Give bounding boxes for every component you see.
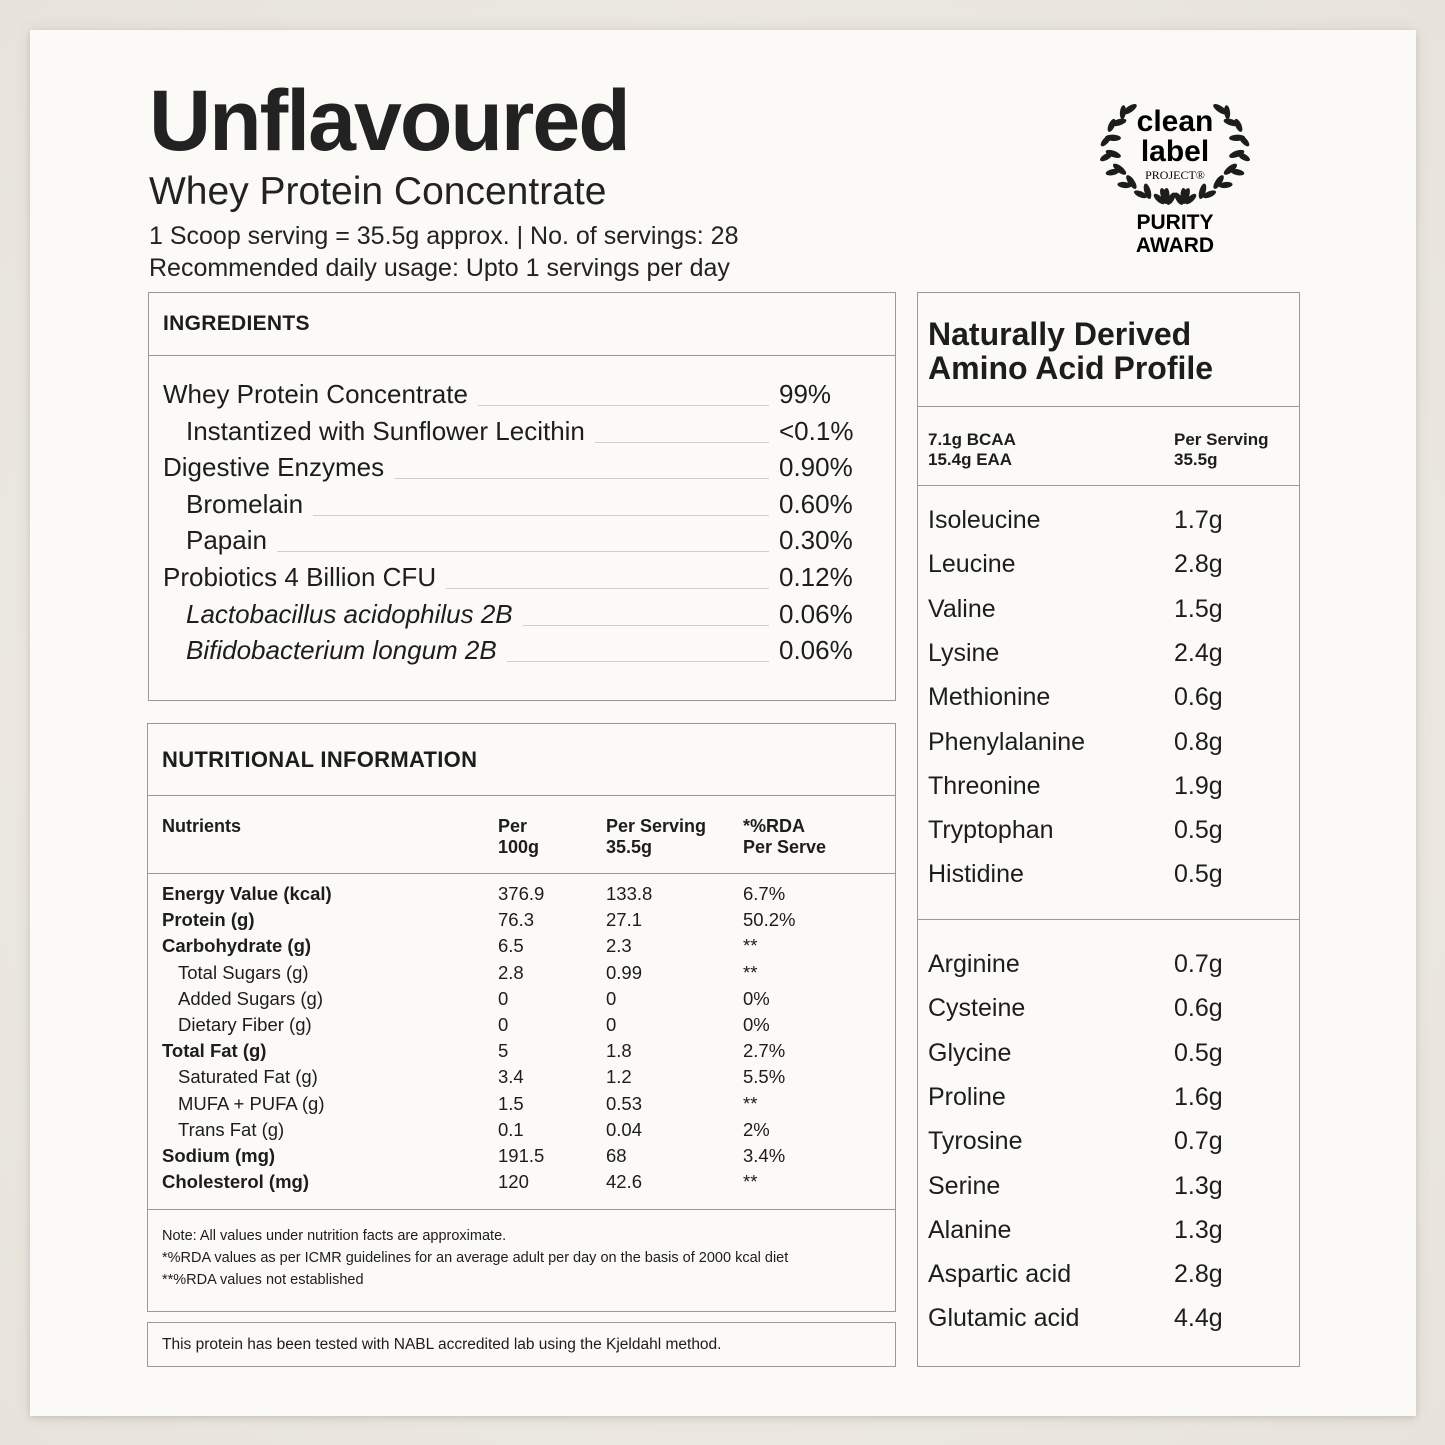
amino-acid-row (918, 546, 1301, 582)
nutrition-row (148, 1038, 897, 1064)
nutrition-panel (147, 723, 896, 1312)
amino-acid-value: 1.9g (1174, 771, 1223, 800)
value-per-100g: 76.3 (498, 909, 535, 931)
leader-line (478, 405, 769, 406)
nutrition-row (148, 1012, 897, 1038)
amino-acid-row (918, 1300, 1301, 1336)
amino-acid-value: 2.8g (1174, 550, 1223, 579)
ingredient-row (149, 599, 897, 635)
amino-acid-row (918, 1035, 1301, 1071)
amino-acid-value: 0.7g (1174, 950, 1223, 978)
nutrition-row (148, 1117, 897, 1143)
product-subtitle: Whey Protein Concentrate (149, 170, 607, 213)
value-per-100g: 191.5 (498, 1145, 545, 1166)
amino-acid-row (918, 990, 1301, 1026)
amino-acid-value: 0.5g (1174, 860, 1223, 889)
ingredient-percent: 0.06% (779, 635, 853, 666)
value-per-serving: 1.8 (606, 1040, 632, 1062)
amino-acid-value: 1.7g (1174, 506, 1223, 534)
ingredient-row (149, 489, 897, 525)
nutrition-row (148, 1169, 897, 1195)
leader-line (446, 588, 769, 589)
amino-acid-name: Alanine (928, 1215, 1012, 1244)
amino-acid-value: 1.5g (1174, 594, 1223, 623)
value-per-100g: 3.4 (498, 1066, 524, 1088)
amino-acid-row (918, 768, 1301, 804)
ingredient-row (149, 416, 897, 452)
amino-acid-row (918, 946, 1301, 982)
amino-acid-name: Glutamic acid (928, 1304, 1080, 1333)
amino-acid-row (918, 502, 1301, 538)
divider (918, 919, 1299, 920)
amino-acid-row (918, 1256, 1301, 1292)
col-per-100g: Per 100g (498, 816, 540, 857)
ingredient-name: Digestive Enzymes (163, 452, 394, 483)
ingredients-panel (148, 292, 896, 701)
ingredient-percent: 99% (779, 379, 832, 409)
value-rda: ** (743, 961, 758, 983)
ingredient-percent: 0.60% (779, 488, 853, 519)
amino-acid-name: Isoleucine (928, 506, 1041, 534)
amino-acid-name: Cysteine (928, 994, 1026, 1023)
amino-acid-row (918, 635, 1301, 671)
ingredient-name: Instantized with Sunflower Lecithin (186, 416, 595, 447)
per-serving-label: Per Serving 35.5g (1174, 430, 1269, 469)
serving-info: 1 Scoop serving = 35.5g approx. | No. of servings: 28 (149, 222, 739, 250)
ingredient-row (149, 452, 897, 488)
amino-acid-row (918, 1212, 1301, 1248)
nutrient-name: Protein (g) (162, 909, 255, 931)
value-rda: 2% (743, 1118, 770, 1140)
value-per-100g: 5 (498, 1040, 509, 1062)
nutrition-row (148, 1064, 897, 1090)
value-per-serving: 68 (606, 1145, 627, 1166)
amino-acid-panel (917, 292, 1300, 1367)
ingredient-percent: 0.12% (779, 562, 853, 592)
nabl-note-box (147, 1322, 896, 1367)
nutrient-name: Cholesterol (mg) (162, 1171, 309, 1193)
value-rda: 5.5% (743, 1066, 786, 1088)
amino-acid-value: 4.4g (1174, 1304, 1223, 1333)
value-per-100g: 376.9 (498, 883, 545, 904)
value-per-serving: 42.6 (606, 1171, 643, 1193)
note-rda-not-established: **%RDA values not established (162, 1272, 364, 1288)
ingredient-name: Papain (186, 525, 277, 556)
ingredient-row (149, 525, 897, 561)
value-per-100g: 0 (498, 987, 509, 1009)
ingredient-percent: <0.1% (779, 415, 854, 446)
amino-acid-name: Serine (928, 1171, 1001, 1200)
amino-acid-value: 0.8g (1174, 727, 1223, 756)
leader-line (313, 515, 769, 516)
ingredient-name: Bromelain (186, 489, 313, 520)
nutrition-row (148, 1143, 897, 1169)
ingredient-name: Probiotics 4 Billion CFU (163, 562, 446, 593)
col-nutrients: Nutrients (162, 816, 242, 836)
leader-line (507, 661, 769, 662)
nutrient-name: Total Sugars (g) (178, 961, 309, 983)
value-per-serving: 27.1 (606, 909, 643, 931)
value-rda: 6.7% (743, 883, 786, 904)
amino-acid-value: 1.3g (1174, 1215, 1223, 1244)
nutrition-label-card (30, 30, 1416, 1416)
value-rda: 0% (743, 987, 770, 1009)
badge-clean-text: clean (1136, 105, 1214, 138)
nutrient-name: Total Fat (g) (162, 1040, 267, 1062)
nutrition-row (148, 933, 897, 959)
amino-acid-row (918, 812, 1301, 848)
leader-line (277, 551, 769, 552)
ingredient-name: Lactobacillus acidophilus 2B (186, 599, 523, 630)
nabl-note: This protein has been tested with NABL accredited lab using the Kjeldahl method. (162, 1336, 722, 1353)
nutrition-row (148, 881, 897, 907)
value-per-100g: 2.8 (498, 961, 524, 983)
col-per-serving: Per Serving 35.5g (606, 816, 707, 857)
amino-acid-name: Valine (928, 594, 996, 623)
divider (149, 355, 895, 356)
amino-acid-row (918, 724, 1301, 760)
bcaa-eaa-label: 7.1g BCAA 15.4g EAA (928, 430, 1016, 469)
amino-acid-value: 0.5g (1174, 816, 1223, 845)
value-per-100g: 120 (498, 1171, 529, 1193)
nutrient-name: Added Sugars (g) (178, 987, 324, 1009)
value-per-serving: 1.2 (606, 1066, 632, 1088)
nutrient-name: Trans Fat (g) (178, 1118, 285, 1140)
nutrient-name: Carbohydrate (g) (162, 935, 312, 957)
ingredient-name: Whey Protein Concentrate (163, 379, 478, 410)
value-rda: 0% (743, 1014, 770, 1035)
amino-acid-row (918, 1168, 1301, 1204)
ingredients-heading: INGREDIENTS (163, 312, 310, 335)
value-per-100g: 0.1 (498, 1118, 524, 1140)
nutrient-name: Energy Value (kcal) (162, 883, 332, 904)
leader-line (595, 442, 769, 443)
value-rda: 2.7% (743, 1040, 786, 1062)
amino-acid-value: 1.6g (1174, 1082, 1223, 1111)
note-rda: *%RDA values as per ICMR guidelines for an average adult per day on the basis of 2000 kcal diet (162, 1250, 789, 1266)
value-rda: ** (743, 1092, 758, 1114)
nutrient-name: Saturated Fat (g) (178, 1066, 318, 1088)
amino-acid-name: Proline (928, 1082, 1006, 1111)
badge-project-text: PROJECT® (1145, 168, 1205, 182)
value-per-serving: 0.99 (606, 961, 643, 983)
amino-acid-name: Aspartic acid (928, 1260, 1072, 1289)
nutrition-row (148, 986, 897, 1012)
value-rda: ** (743, 935, 758, 957)
amino-acid-value: 0.7g (1174, 1127, 1223, 1156)
ingredient-row (149, 562, 897, 598)
amino-acid-name: Histidine (928, 860, 1024, 889)
amino-acid-value: 2.8g (1174, 1260, 1223, 1289)
amino-acid-value: 0.5g (1174, 1038, 1223, 1067)
amino-acid-name: Tryptophan (928, 816, 1054, 845)
amino-acid-name: Arginine (928, 950, 1020, 978)
nutrient-name: Sodium (mg) (162, 1145, 276, 1166)
divider (918, 406, 1299, 407)
divider (148, 1209, 895, 1210)
value-per-serving: 133.8 (606, 883, 653, 904)
amino-acid-name: Threonine (928, 771, 1041, 800)
nutrient-name: Dietary Fiber (g) (178, 1014, 312, 1035)
amino-title: Naturally Derived Amino Acid Profile (928, 316, 1214, 386)
ingredient-row (149, 379, 897, 415)
value-rda: 3.4% (743, 1145, 786, 1166)
badge-award-text: AWARD (1135, 234, 1215, 257)
amino-acid-row (918, 591, 1301, 627)
usage-info: Recommended daily usage: Upto 1 servings per day (149, 254, 730, 282)
leader-line (523, 625, 769, 626)
amino-acid-value: 1.3g (1174, 1171, 1223, 1200)
amino-acid-row (918, 856, 1301, 892)
badge-label-text: label (1140, 135, 1210, 168)
divider (148, 873, 895, 874)
amino-acid-name: Lysine (928, 638, 1000, 667)
amino-acid-row (918, 679, 1301, 715)
ingredient-name: Bifidobacterium longum 2B (186, 635, 507, 666)
col-rda: *%RDA Per Serve (743, 816, 827, 857)
value-per-100g: 1.5 (498, 1092, 524, 1114)
value-per-100g: 0 (498, 1014, 509, 1035)
amino-acid-row (918, 1123, 1301, 1159)
product-title: Unflavoured (149, 73, 629, 169)
value-rda: ** (743, 1171, 758, 1193)
note-approximate: Note: All values under nutrition facts are approximate. (162, 1228, 507, 1244)
badge-purity-text: PURITY (1136, 211, 1214, 234)
value-per-serving: 0.04 (606, 1118, 643, 1140)
amino-acid-name: Methionine (928, 683, 1051, 712)
value-per-serving: 0.53 (606, 1092, 643, 1114)
value-per-serving: 0 (606, 987, 617, 1009)
amino-acid-name: Tyrosine (928, 1127, 1023, 1156)
nutrition-row (148, 1091, 897, 1117)
value-per-100g: 6.5 (498, 935, 524, 957)
divider (148, 795, 895, 796)
amino-acid-value: 2.4g (1174, 638, 1223, 667)
amino-acid-name: Leucine (928, 550, 1016, 579)
ingredient-row (149, 635, 897, 671)
value-rda: 50.2% (743, 909, 796, 931)
clean-label-badge (1085, 75, 1265, 260)
nutrient-name: MUFA + PUFA (g) (178, 1092, 325, 1114)
nutrition-row (148, 960, 897, 986)
laurel-wreath-icon (1085, 75, 1265, 260)
amino-acid-row (918, 1079, 1301, 1115)
amino-acid-value: 0.6g (1174, 683, 1223, 712)
amino-acid-value: 0.6g (1174, 994, 1223, 1023)
leader-line (394, 478, 769, 479)
nutrition-row (148, 907, 897, 933)
ingredient-percent: 0.30% (779, 525, 853, 556)
ingredient-percent: 0.06% (779, 598, 853, 629)
nutrition-heading: NUTRITIONAL INFORMATION (162, 747, 478, 772)
value-per-serving: 0 (606, 1014, 617, 1035)
amino-acid-name: Phenylalanine (928, 727, 1086, 756)
value-per-serving: 2.3 (606, 935, 632, 957)
divider (918, 485, 1299, 486)
amino-acid-name: Glycine (928, 1038, 1012, 1067)
ingredient-percent: 0.90% (779, 452, 853, 483)
